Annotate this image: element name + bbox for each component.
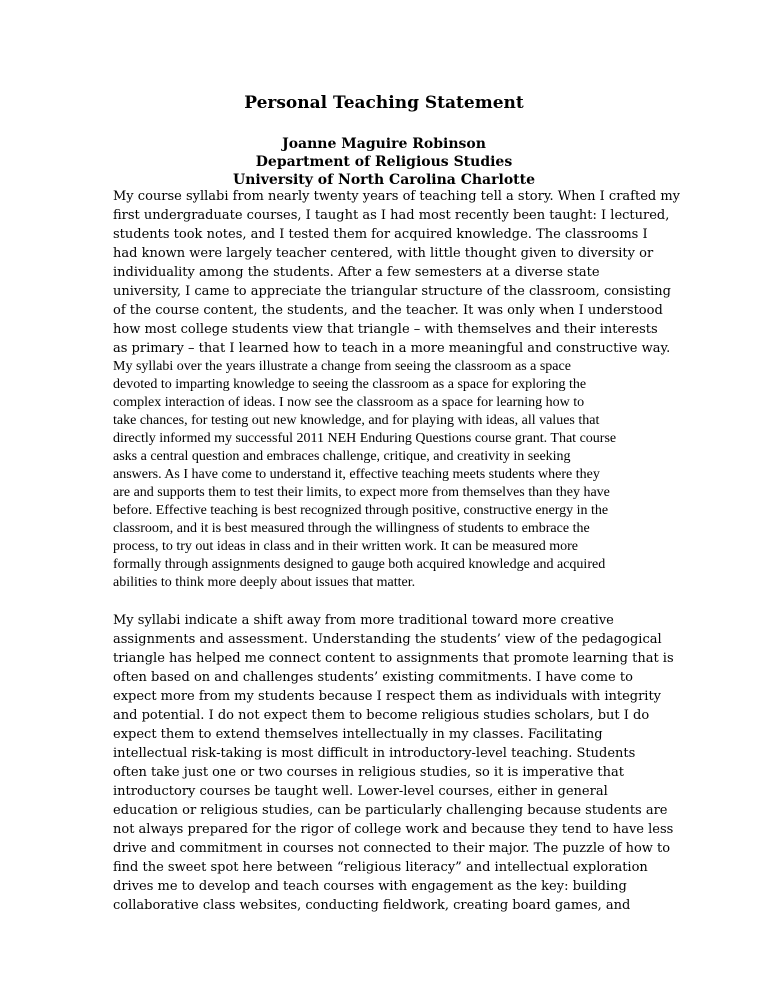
paragraph-line: My syllabi over the years illustrate a change from seeing the classroom as a space <box>113 359 571 374</box>
paragraph-line: university, I came to appreciate the triangular structure of the classroom, consisting <box>113 284 671 299</box>
paragraph-line: My course syllabi from nearly twenty years of teaching tell a story. When I crafted my <box>113 189 681 204</box>
paragraph-line: not always prepared for the rigor of college work and because they tend to have less <box>113 822 674 837</box>
paragraph-line: find the sweet spot here between “religious literacy” and intellectual exploration <box>113 860 648 875</box>
paragraph-line: before. Effective teaching is best recognized through positive, constructive energy in the <box>113 503 609 518</box>
paragraph-line: directly informed my successful 2011 NEH Enduring Questions course grant. That course <box>113 431 617 446</box>
author-name: Joanne Maguire Robinson <box>282 136 486 152</box>
paragraph-2 <box>113 611 674 915</box>
university-name: University of North Carolina Charlotte <box>232 172 536 188</box>
paragraph-1 <box>113 187 681 592</box>
paragraph-line: had known were largely teacher centered, with little thought given to diversity or <box>113 246 654 261</box>
paragraph-line: triangle has helped me connect content to assignments that promote learning that is <box>113 651 674 666</box>
author-block <box>0 135 768 189</box>
paragraph-line: of the course content, the students, and the teacher. It was only when I understood <box>113 303 663 318</box>
department-name: Department of Religious Studies <box>255 154 513 170</box>
paragraph-line: formally through assignments designed to gauge both acquired knowledge and acquired <box>113 557 606 572</box>
paragraph-line: students took notes, and I tested them for acquired knowledge. The classrooms I <box>113 227 648 242</box>
paragraph-line: complex interaction of ideas. I now see the classroom as a space for learning how to <box>113 395 585 410</box>
paragraph-line: introductory courses be taught well. Lower-level courses, either in general <box>113 784 608 799</box>
paragraph-line: expect more from my students because I respect them as individuals with integrity <box>113 689 662 704</box>
paragraph-line: education or religious studies, can be particularly challenging because students are <box>113 803 668 818</box>
paragraph-line: expect them to extend themselves intellectually in my classes. Facilitating <box>113 727 603 742</box>
paragraph-line: asks a central question and embraces challenge, critique, and creativity in seeking <box>113 449 571 464</box>
paragraph-line: assignments and assessment. Understanding the students’ view of the pedagogical <box>113 632 662 647</box>
paragraph-line: often take just one or two courses in religious studies, so it is imperative that <box>113 765 624 780</box>
paragraph-line: first undergraduate courses, I taught as I had most recently been taught: I lectured, <box>113 208 670 223</box>
paragraph-line: and potential. I do not expect them to become religious studies scholars, but I do <box>113 708 650 723</box>
paragraph-line: devoted to imparting knowledge to seeing the classroom as a space for exploring the <box>113 377 587 392</box>
paragraph-line: abilities to think more deeply about issues that matter. <box>113 575 416 590</box>
paragraph-line: are and supports them to test their limits, to expect more from themselves than they have <box>113 485 610 500</box>
paragraph-line: classroom, and it is best measured through the willingness of students to embrace the <box>113 521 590 536</box>
paragraph-line: how most college students view that triangle – with themselves and their interests <box>113 322 658 337</box>
paragraph-line: process, to try out ideas in class and in their written work. It can be measured more <box>113 539 578 554</box>
paragraph-line: drives me to develop and teach courses with engagement as the key: building <box>113 879 627 894</box>
paragraph-line: collaborative class websites, conducting fieldwork, creating board games, and <box>113 898 631 913</box>
paragraph-line: often based on and challenges students’ existing commitments. I have come to <box>113 670 633 685</box>
paragraph-line: intellectual risk-taking is most difficult in introductory-level teaching. Students <box>113 746 636 761</box>
page-title: Personal Teaching Statement <box>244 93 524 113</box>
paragraph-line: answers. As I have come to understand it, effective teaching meets students where they <box>113 467 600 482</box>
paragraph-line: take chances, for testing out new knowledge, and for playing with ideas, all values that <box>113 413 600 428</box>
paragraph-line: individuality among the students. After a few semesters at a diverse state <box>113 265 600 280</box>
paragraph-line: drive and commitment in courses not connected to their major. The puzzle of how to <box>113 841 671 856</box>
paragraph-line: as primary – that I learned how to teach in a more meaningful and constructive way. <box>113 341 671 356</box>
paragraph-line: My syllabi indicate a shift away from more traditional toward more creative <box>113 613 614 628</box>
